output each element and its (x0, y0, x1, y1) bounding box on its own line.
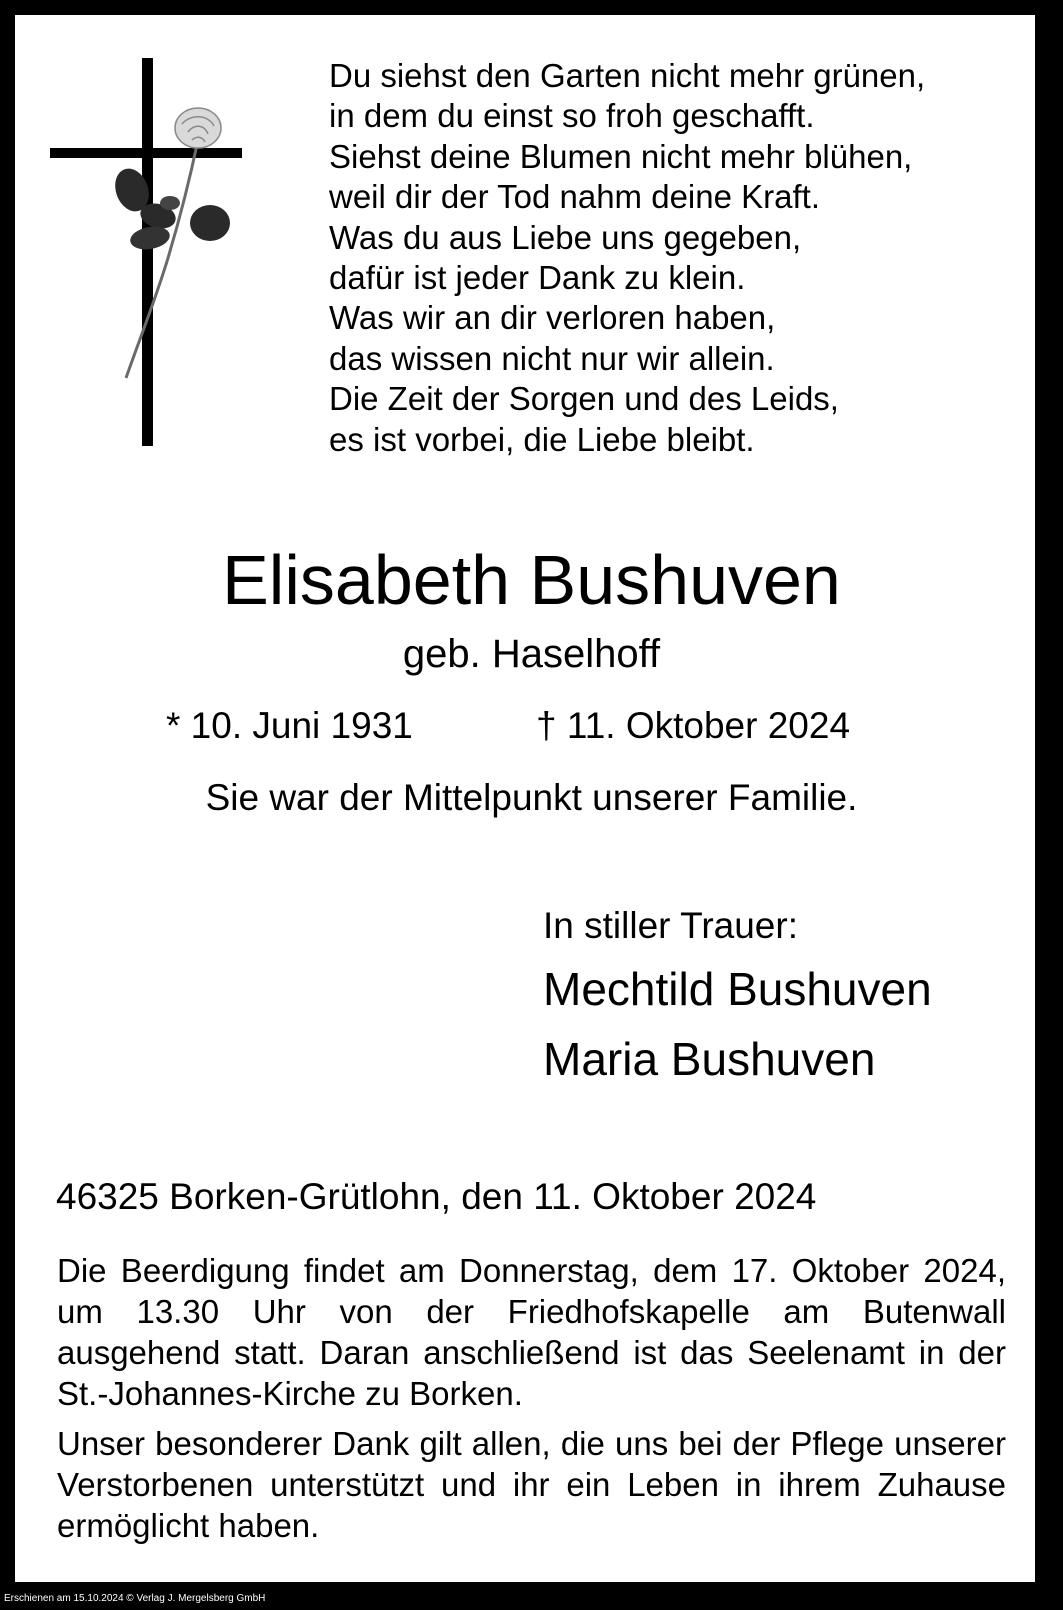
maiden-name: geb. Haselhoff (402, 632, 661, 676)
poem-line: dafür ist jeder Dank zu klein. (329, 259, 746, 297)
birth-date: * 10. Juni 1931 (166, 705, 413, 746)
mourner-name: Maria Bushuven (543, 1033, 876, 1085)
funeral-details: Die Beerdigung findet am Donnerstag, dem 17. Oktober 2024, um 13.30 Uhr von der Friedhofskapelle am Butenwall ausgehend statt. Daran anschließend ist das Seelenamt in der St.-Johannes-Kirche zu Borken. (57, 1252, 1006, 1412)
poem-line: Was du aus Liebe uns gegeben, (329, 218, 802, 256)
publication-footer: Erschienen am 15.10.2024 © Verlag J. Mergelsberg GmbH (4, 1593, 266, 1604)
poem-line: das wissen nicht nur wir allein. (329, 339, 775, 377)
poem-line: in dem du einst so froh geschafft. (329, 97, 815, 135)
thanks-note: Unser besonderer Dank gilt allen, die uns bei der Pflege unserer Verstorbenen unterstützt und ihr ein Leben in ihrem Zuhause ermöglicht haben. (57, 1425, 1006, 1544)
deceased-name: Elisabeth Bushuven (222, 541, 841, 619)
poem-line: es ist vorbei, die Liebe bleibt. (329, 420, 755, 458)
cross-with-rose-icon (50, 58, 250, 450)
death-date: † 11. Oktober 2024 (536, 705, 851, 746)
poem-line: Siehst deine Blumen nicht mehr blühen, (329, 137, 913, 175)
mourner-name: Mechtild Bushuven (543, 963, 932, 1015)
place-and-date: 46325 Borken-Grütlohn, den 11. Oktober 2024 (56, 1176, 817, 1217)
tagline: Sie war der Mittelpunkt unserer Familie. (205, 777, 858, 818)
poem-line: weil dir der Tod nahm deine Kraft. (329, 178, 820, 216)
poem (329, 56, 925, 460)
poem-line: Du siehst den Garten nicht mehr grünen, (329, 57, 926, 94)
poem-line: Was wir an dir verloren haben, (329, 299, 776, 337)
mourning-heading: In stiller Trauer: (543, 905, 798, 946)
poem-line: Die Zeit der Sorgen und des Leids, (329, 380, 839, 418)
